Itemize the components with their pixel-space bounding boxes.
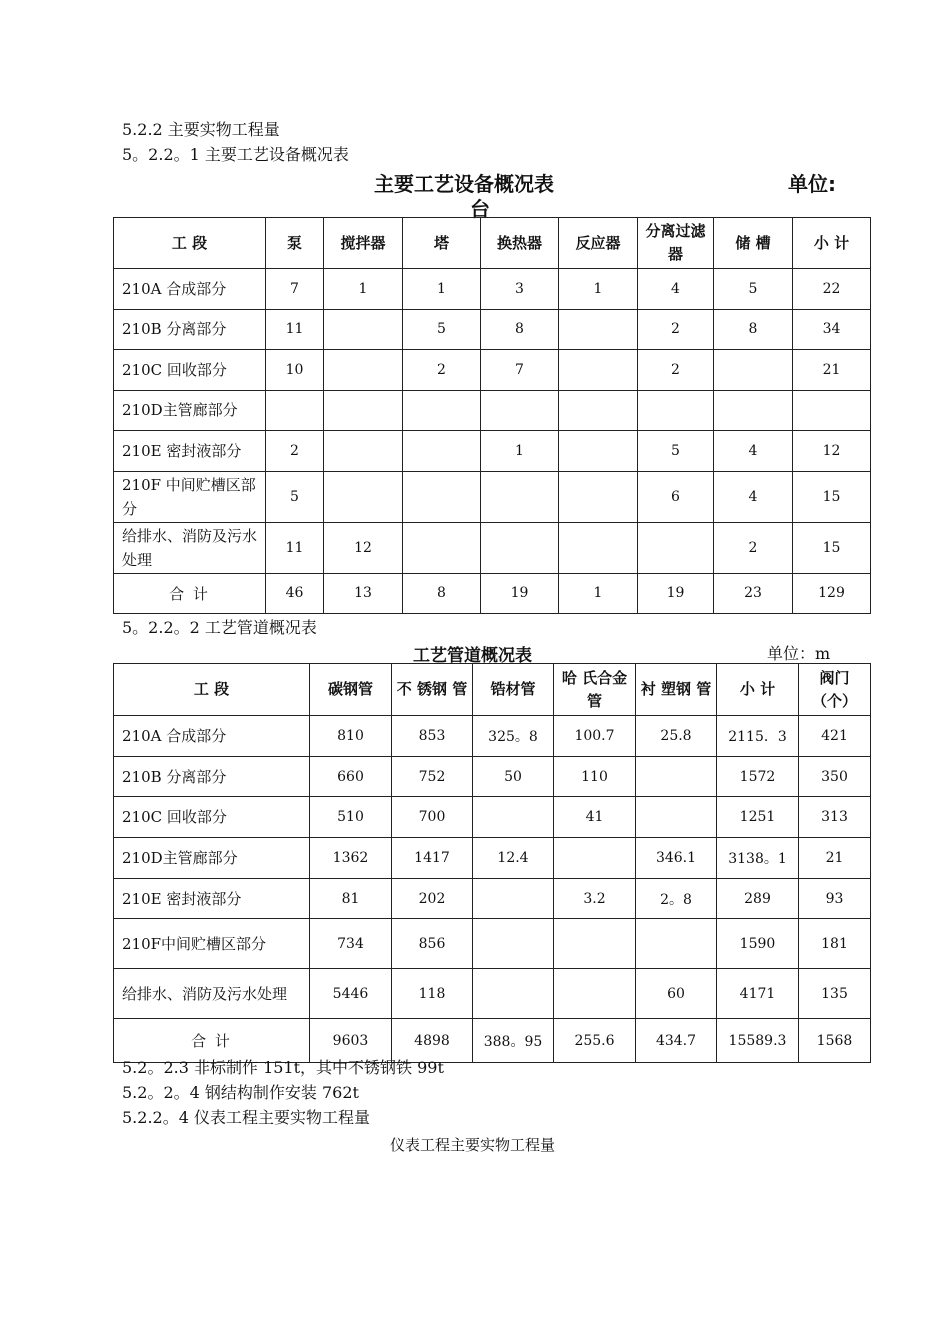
value-cell bbox=[559, 522, 638, 573]
value-cell: 1572 bbox=[717, 756, 799, 797]
value-cell: 50 bbox=[473, 756, 554, 797]
segment-cell: 210F中间贮槽区部分 bbox=[114, 919, 310, 969]
value-cell: 23 bbox=[714, 573, 793, 614]
value-cell bbox=[324, 471, 403, 522]
value-cell bbox=[793, 390, 871, 431]
column-header: 衬 塑钢 管 bbox=[636, 664, 717, 716]
column-header: 小 计 bbox=[717, 664, 799, 716]
column-header: 泵 bbox=[266, 218, 324, 269]
column-header: 工 段 bbox=[114, 664, 310, 716]
value-cell: 2 bbox=[638, 309, 714, 350]
column-header: 碳钢管 bbox=[310, 664, 392, 716]
value-cell: 118 bbox=[392, 969, 473, 1019]
value-cell: 129 bbox=[793, 573, 871, 614]
value-cell: 2 bbox=[638, 350, 714, 391]
table-row bbox=[114, 431, 871, 472]
segment-cell: 210E 密封液部分 bbox=[114, 878, 310, 919]
value-cell: 1 bbox=[324, 269, 403, 310]
value-cell: 4 bbox=[714, 471, 793, 522]
value-cell: 15589.3 bbox=[717, 1019, 799, 1063]
value-cell: 1251 bbox=[717, 797, 799, 838]
value-cell: 202 bbox=[392, 878, 473, 919]
value-cell: 2 bbox=[403, 350, 481, 391]
segment-cell: 210B 分离部分 bbox=[114, 756, 310, 797]
segment-cell: 210A 合成部分 bbox=[114, 716, 310, 757]
value-cell: 2 bbox=[266, 431, 324, 472]
value-cell: 255.6 bbox=[554, 1019, 636, 1063]
value-cell: 388。95 bbox=[473, 1019, 554, 1063]
value-cell: 3 bbox=[481, 269, 559, 310]
column-header: 换热器 bbox=[481, 218, 559, 269]
value-cell bbox=[473, 797, 554, 838]
subsection-piping: 5。2.2。2 工艺管道概况表 bbox=[122, 618, 317, 637]
equip-table-unit-tail: 台 bbox=[470, 197, 490, 221]
table-row bbox=[114, 390, 871, 431]
total-row bbox=[114, 573, 871, 614]
value-cell bbox=[559, 309, 638, 350]
table-row bbox=[114, 471, 871, 522]
value-cell: 22 bbox=[793, 269, 871, 310]
value-cell bbox=[714, 350, 793, 391]
value-cell bbox=[481, 390, 559, 431]
value-cell: 2 bbox=[714, 522, 793, 573]
value-cell: 853 bbox=[392, 716, 473, 757]
value-cell: 13 bbox=[324, 573, 403, 614]
value-cell: 100.7 bbox=[554, 716, 636, 757]
value-cell: 434.7 bbox=[636, 1019, 717, 1063]
value-cell bbox=[559, 390, 638, 431]
value-cell bbox=[559, 431, 638, 472]
value-cell: 1 bbox=[403, 269, 481, 310]
column-header: 锆材管 bbox=[473, 664, 554, 716]
value-cell: 856 bbox=[392, 919, 473, 969]
segment-cell: 210E 密封液部分 bbox=[114, 431, 266, 472]
segment-cell: 210D主管廊部分 bbox=[114, 838, 310, 879]
value-cell: 6 bbox=[638, 471, 714, 522]
equip-table-title: 主要工艺设备概况表 bbox=[374, 172, 554, 196]
value-cell: 19 bbox=[481, 573, 559, 614]
column-header: 小 计 bbox=[793, 218, 871, 269]
value-cell bbox=[403, 522, 481, 573]
value-cell bbox=[473, 878, 554, 919]
value-cell bbox=[714, 390, 793, 431]
value-cell bbox=[324, 390, 403, 431]
column-header: 不 锈钢 管 bbox=[392, 664, 473, 716]
value-cell: 2。8 bbox=[636, 878, 717, 919]
value-cell: 135 bbox=[799, 969, 871, 1019]
value-cell: 1 bbox=[559, 269, 638, 310]
instrument-table-caption: 仪表工程主要实物工程量 bbox=[390, 1136, 556, 1154]
value-cell: 325。8 bbox=[473, 716, 554, 757]
value-cell bbox=[638, 522, 714, 573]
table-row bbox=[114, 838, 871, 879]
section-heading: 5.2.2 主要实物工程量 bbox=[122, 120, 280, 139]
value-cell: 660 bbox=[310, 756, 392, 797]
value-cell: 12.4 bbox=[473, 838, 554, 879]
value-cell: 5 bbox=[638, 431, 714, 472]
value-cell bbox=[403, 431, 481, 472]
value-cell: 15 bbox=[793, 522, 871, 573]
segment-cell: 210A 合成部分 bbox=[114, 269, 266, 310]
value-cell bbox=[636, 919, 717, 969]
value-cell: 7 bbox=[481, 350, 559, 391]
instrument-line: 5.2.2。4 仪表工程主要实物工程量 bbox=[122, 1108, 370, 1127]
column-header: 储 槽 bbox=[714, 218, 793, 269]
value-cell: 4171 bbox=[717, 969, 799, 1019]
value-cell: 7 bbox=[266, 269, 324, 310]
value-cell: 700 bbox=[392, 797, 473, 838]
value-cell: 8 bbox=[481, 309, 559, 350]
value-cell: 25.8 bbox=[636, 716, 717, 757]
value-cell bbox=[473, 969, 554, 1019]
table-row bbox=[114, 309, 871, 350]
value-cell: 350 bbox=[799, 756, 871, 797]
column-header: 工 段 bbox=[114, 218, 266, 269]
pipe-table-title: 工艺管道概况表 bbox=[413, 646, 532, 666]
column-header: 分离过滤器 bbox=[638, 218, 714, 269]
segment-cell: 合 计 bbox=[114, 1019, 310, 1063]
value-cell: 8 bbox=[714, 309, 793, 350]
value-cell: 5 bbox=[714, 269, 793, 310]
value-cell: 34 bbox=[793, 309, 871, 350]
value-cell bbox=[554, 969, 636, 1019]
value-cell: 5 bbox=[266, 471, 324, 522]
value-cell: 3.2 bbox=[554, 878, 636, 919]
segment-cell: 210C 回收部分 bbox=[114, 797, 310, 838]
segment-cell: 给排水、消防及污水处理 bbox=[114, 969, 310, 1019]
segment-cell: 给排水、消防及污水处理 bbox=[114, 522, 266, 573]
value-cell bbox=[481, 522, 559, 573]
value-cell: 313 bbox=[799, 797, 871, 838]
value-cell: 15 bbox=[793, 471, 871, 522]
table-row bbox=[114, 756, 871, 797]
value-cell: 181 bbox=[799, 919, 871, 969]
value-cell: 11 bbox=[266, 309, 324, 350]
value-cell bbox=[554, 919, 636, 969]
value-cell: 21 bbox=[793, 350, 871, 391]
value-cell: 11 bbox=[266, 522, 324, 573]
segment-cell: 210B 分离部分 bbox=[114, 309, 266, 350]
table-row bbox=[114, 969, 871, 1019]
value-cell bbox=[266, 390, 324, 431]
value-cell: 1417 bbox=[392, 838, 473, 879]
segment-cell: 210D主管廊部分 bbox=[114, 390, 266, 431]
segment-cell: 210F 中间贮槽区部分 bbox=[114, 471, 266, 522]
value-cell: 46 bbox=[266, 573, 324, 614]
value-cell: 810 bbox=[310, 716, 392, 757]
value-cell bbox=[473, 919, 554, 969]
value-cell: 4 bbox=[714, 431, 793, 472]
value-cell: 4 bbox=[638, 269, 714, 310]
value-cell: 1568 bbox=[799, 1019, 871, 1063]
column-header: 反应器 bbox=[559, 218, 638, 269]
piping-table bbox=[113, 663, 871, 1063]
table-row bbox=[114, 522, 871, 573]
table-row bbox=[114, 919, 871, 969]
column-header: 塔 bbox=[403, 218, 481, 269]
value-cell: 110 bbox=[554, 756, 636, 797]
value-cell: 752 bbox=[392, 756, 473, 797]
value-cell: 21 bbox=[799, 838, 871, 879]
value-cell: 19 bbox=[638, 573, 714, 614]
value-cell: 9603 bbox=[310, 1019, 392, 1063]
value-cell: 12 bbox=[793, 431, 871, 472]
value-cell: 1590 bbox=[717, 919, 799, 969]
pipe-table-unit: 单位：m bbox=[767, 644, 831, 663]
segment-cell: 210C 回收部分 bbox=[114, 350, 266, 391]
value-cell: 1362 bbox=[310, 838, 392, 879]
table-row bbox=[114, 269, 871, 310]
value-cell bbox=[324, 431, 403, 472]
value-cell: 1 bbox=[481, 431, 559, 472]
value-cell: 41 bbox=[554, 797, 636, 838]
value-cell: 81 bbox=[310, 878, 392, 919]
table-row bbox=[114, 797, 871, 838]
value-cell: 60 bbox=[636, 969, 717, 1019]
value-cell bbox=[636, 756, 717, 797]
value-cell: 93 bbox=[799, 878, 871, 919]
table-row bbox=[114, 350, 871, 391]
value-cell: 5446 bbox=[310, 969, 392, 1019]
value-cell: 4898 bbox=[392, 1019, 473, 1063]
value-cell: 289 bbox=[717, 878, 799, 919]
table-row bbox=[114, 716, 871, 757]
column-header: 搅拌器 bbox=[324, 218, 403, 269]
value-cell: 346.1 bbox=[636, 838, 717, 879]
value-cell: 8 bbox=[403, 573, 481, 614]
equipment-table bbox=[113, 217, 871, 614]
header-row bbox=[114, 664, 871, 716]
value-cell: 2115．3 bbox=[717, 716, 799, 757]
value-cell bbox=[559, 471, 638, 522]
value-cell: 3138。1 bbox=[717, 838, 799, 879]
value-cell: 421 bbox=[799, 716, 871, 757]
equip-table-unit: 单位: bbox=[788, 172, 836, 196]
steel-structure-line: 5.2。2。4 钢结构制作安装 762t bbox=[122, 1083, 359, 1102]
value-cell bbox=[324, 350, 403, 391]
value-cell bbox=[638, 390, 714, 431]
nonstandard-line: 5.2。2.3 非标制作 151t，其中不锈钢铁 99t bbox=[122, 1058, 444, 1077]
value-cell bbox=[481, 471, 559, 522]
value-cell: 12 bbox=[324, 522, 403, 573]
value-cell: 1 bbox=[559, 573, 638, 614]
table-row bbox=[114, 878, 871, 919]
value-cell: 734 bbox=[310, 919, 392, 969]
subsection-equipment: 5。2.2。1 主要工艺设备概况表 bbox=[122, 145, 349, 164]
value-cell bbox=[636, 797, 717, 838]
header-row bbox=[114, 218, 871, 269]
value-cell: 10 bbox=[266, 350, 324, 391]
value-cell bbox=[403, 471, 481, 522]
value-cell bbox=[324, 309, 403, 350]
value-cell: 5 bbox=[403, 309, 481, 350]
segment-cell: 合 计 bbox=[114, 573, 266, 614]
column-header: 阀门（个） bbox=[799, 664, 871, 716]
value-cell bbox=[554, 838, 636, 879]
value-cell bbox=[559, 350, 638, 391]
value-cell bbox=[403, 390, 481, 431]
column-header: 哈 氏合金管 bbox=[554, 664, 636, 716]
value-cell: 510 bbox=[310, 797, 392, 838]
